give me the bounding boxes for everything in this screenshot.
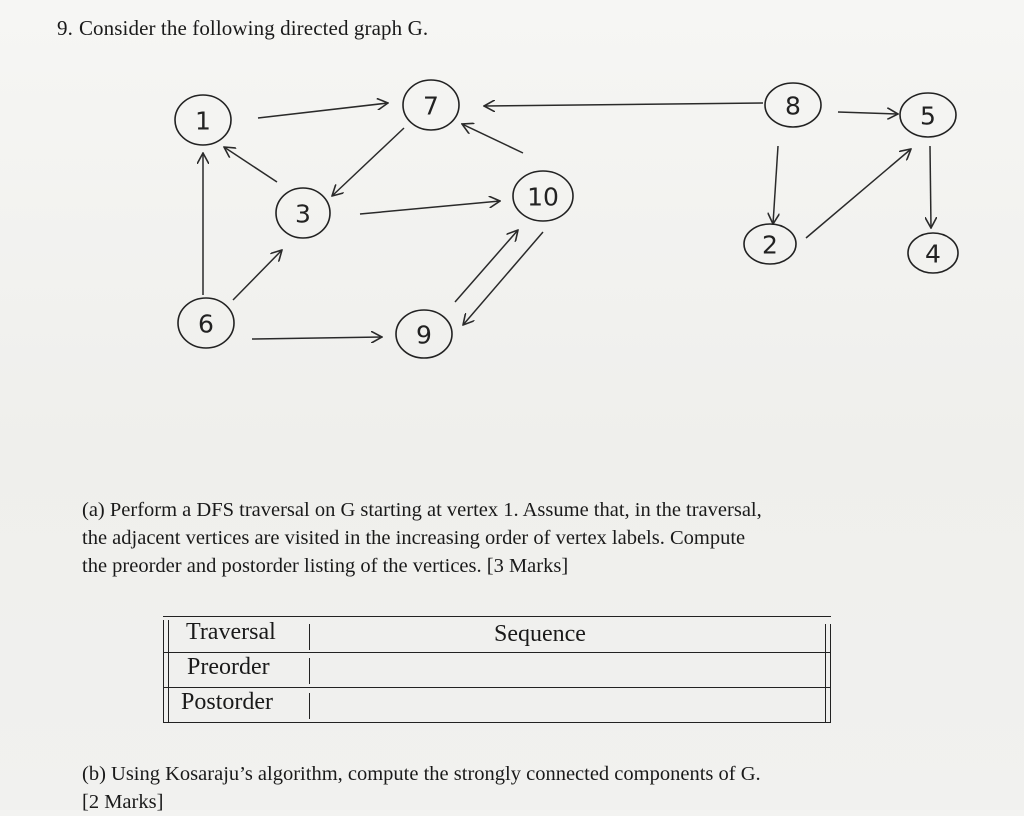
traversal-table bbox=[163, 616, 831, 724]
edge-8-to-5 bbox=[838, 112, 898, 114]
graph-node-label: 7 bbox=[423, 91, 439, 121]
table-rule bbox=[309, 693, 310, 719]
part-b bbox=[82, 760, 942, 816]
graph-node-6 bbox=[178, 298, 234, 348]
graph-node-2 bbox=[744, 224, 796, 264]
table-rule bbox=[163, 652, 831, 653]
graph-node-label: 5 bbox=[920, 101, 936, 131]
graph-node-10 bbox=[513, 171, 573, 221]
table-rule bbox=[830, 624, 831, 722]
edge-2-to-5 bbox=[806, 149, 911, 238]
edge-3-to-10 bbox=[360, 201, 500, 214]
part-b-line-2: [2 Marks] bbox=[82, 791, 164, 813]
graph-node-label: 4 bbox=[925, 239, 941, 269]
edge-9-to-10 bbox=[455, 230, 518, 302]
graph-node-5 bbox=[900, 93, 956, 137]
table-row-sequence-postorder[interactable] bbox=[323, 689, 813, 717]
table-rule bbox=[163, 620, 164, 722]
table-rule bbox=[825, 624, 826, 722]
graph-node-7 bbox=[403, 80, 459, 130]
edge-6-to-9 bbox=[252, 337, 382, 339]
edge-7-to-3 bbox=[332, 128, 404, 196]
table-rule bbox=[163, 722, 831, 723]
table-rule bbox=[309, 658, 310, 684]
table-rule bbox=[309, 624, 310, 650]
table-rule bbox=[168, 620, 169, 722]
question-number: 9. bbox=[57, 16, 73, 40]
table-header-sequence: Sequence bbox=[494, 621, 586, 647]
graph-node-label: 1 bbox=[195, 106, 211, 136]
graph-node-label: 6 bbox=[198, 309, 214, 339]
graph-node-3 bbox=[276, 188, 330, 238]
part-a-line-2: the adjacent vertices are visited in the increasing order of vertex labels. Compute bbox=[82, 527, 746, 549]
part-b-line-1: (b) Using Kosaraju’s algorithm, compute the strongly connected components of G. bbox=[82, 763, 761, 785]
table-rule bbox=[163, 616, 831, 617]
graph-node-9 bbox=[396, 310, 452, 358]
table-rule bbox=[163, 687, 831, 688]
graph-node-4 bbox=[908, 233, 958, 273]
table-row-sequence-preorder[interactable] bbox=[323, 654, 813, 682]
part-a bbox=[82, 496, 942, 580]
edge-6-to-3 bbox=[233, 250, 282, 300]
question-text: Consider the following directed graph G. bbox=[78, 16, 429, 40]
graph-node-label: 2 bbox=[762, 230, 778, 260]
edge-3-to-1 bbox=[224, 147, 277, 182]
graph-node-1 bbox=[175, 95, 231, 145]
edge-5-to-4 bbox=[930, 146, 931, 228]
graph-node-label: 9 bbox=[416, 320, 432, 350]
table-row-label-preorder: Preorder bbox=[187, 654, 270, 680]
edge-1-to-7 bbox=[258, 103, 388, 118]
table-row-label-postorder: Postorder bbox=[181, 689, 273, 715]
graph-node-label: 3 bbox=[295, 199, 311, 229]
edge-8-to-2 bbox=[773, 146, 778, 224]
part-a-line-1: (a) Perform a DFS traversal on G starting at vertex 1. Assume that, in the traversal, bbox=[82, 499, 762, 521]
graph-node-label: 10 bbox=[527, 182, 559, 212]
edge-8-to-7 bbox=[484, 103, 763, 106]
edge-10-to-7 bbox=[462, 124, 523, 153]
graph-node-label: 8 bbox=[785, 91, 801, 121]
graph-node-8 bbox=[765, 83, 821, 127]
part-a-line-3: the preorder and postorder listing of the vertices. [3 Marks] bbox=[82, 555, 569, 577]
table-header-traversal: Traversal bbox=[186, 619, 276, 645]
